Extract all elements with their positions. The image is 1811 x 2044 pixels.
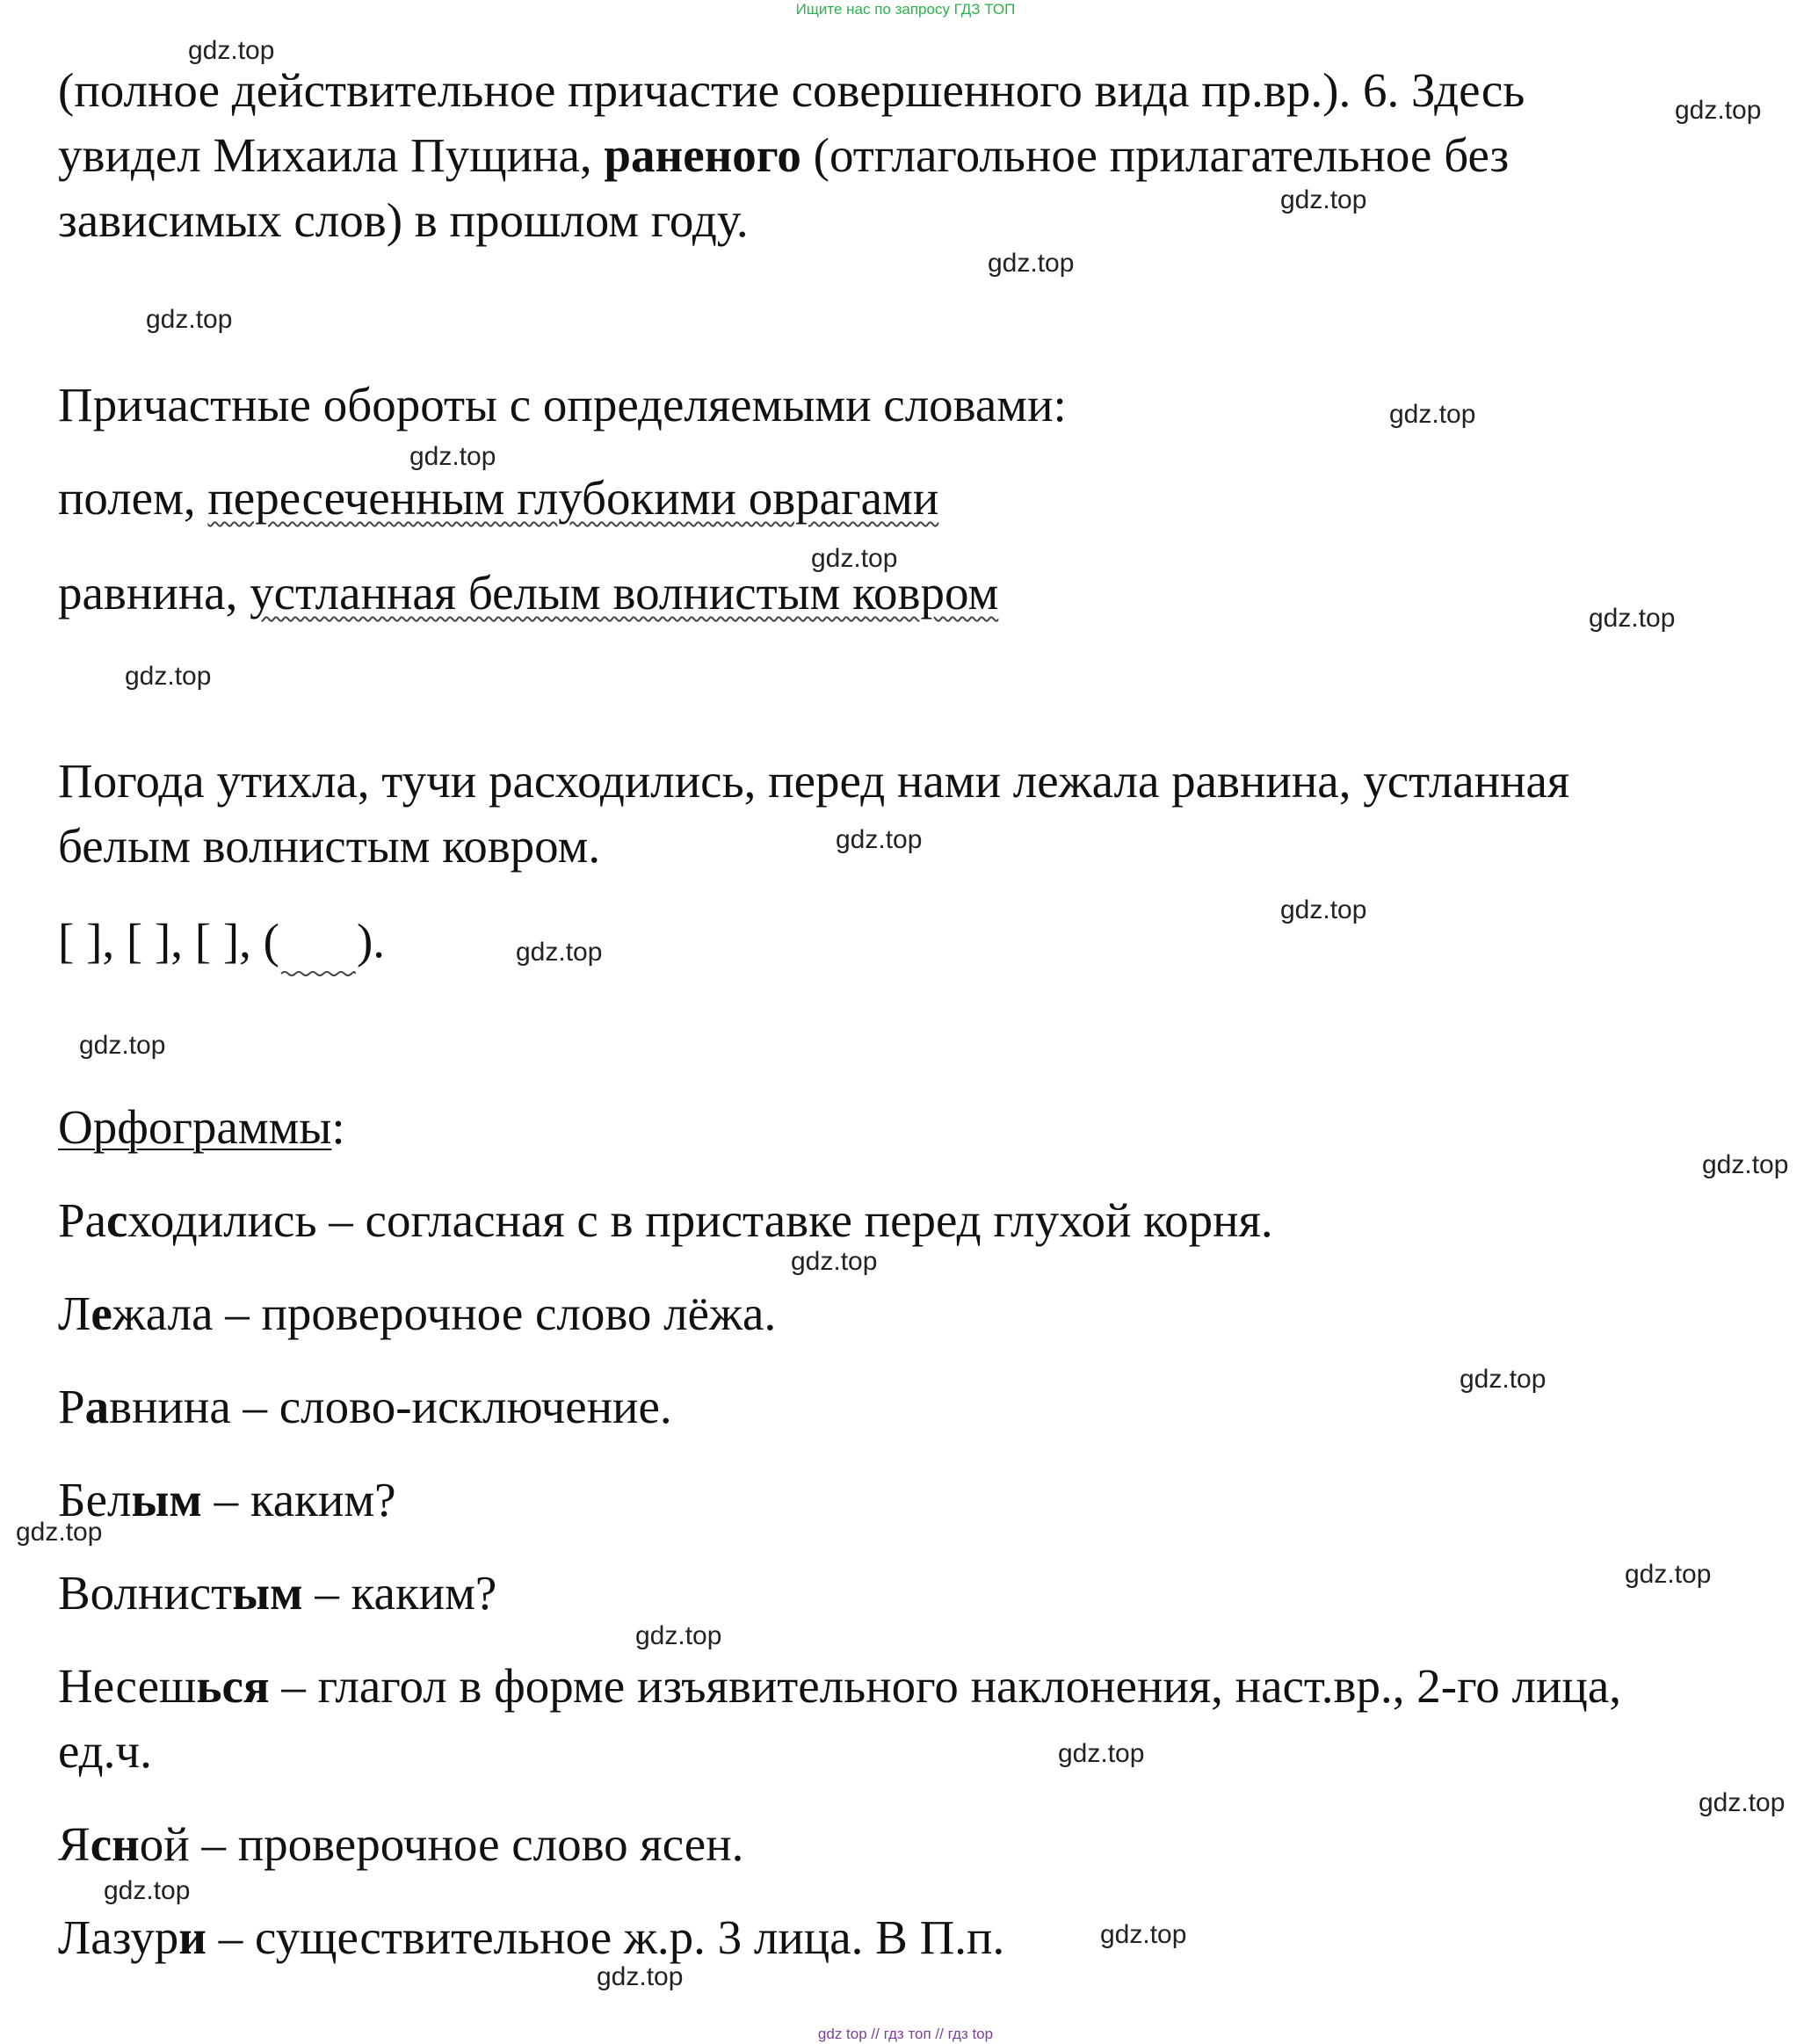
watermark: gdz.top xyxy=(635,1621,722,1650)
orthogram-item xyxy=(58,1281,776,1346)
text-segment: (отглагольное прилагательное без xyxy=(800,128,1510,182)
watermark: gdz.top xyxy=(125,662,212,691)
orthogram-item-continuation: ед.ч. xyxy=(58,1724,152,1778)
item-letter: ым xyxy=(131,1473,202,1526)
watermark: gdz.top xyxy=(104,1876,191,1905)
watermark: gdz.top xyxy=(409,442,496,471)
top-banner: Ищите нас по запросу ГДЗ ТОП xyxy=(795,1,1016,18)
item-text: Ра xyxy=(58,1193,106,1247)
watermark: gdz.top xyxy=(146,305,233,334)
wavy-underline-mark xyxy=(279,932,357,959)
scheme-close: ). xyxy=(356,914,386,968)
participial-phrase: устланная белым волнистым ковром xyxy=(250,566,999,620)
item-text: – глагол в форме изъявительного наклонения, наст.вр., 2-го лица, xyxy=(269,1659,1621,1713)
item-letter: а xyxy=(84,1380,110,1433)
watermark: gdz.top xyxy=(1589,604,1676,633)
watermark: gdz.top xyxy=(79,1031,166,1060)
sentence-line: Погода утихла, тучи расходились, перед нами лежала равнина, устланная xyxy=(58,754,1570,808)
item-letter: ься xyxy=(196,1659,270,1713)
item-text: Л xyxy=(58,1287,91,1340)
watermark: gdz.top xyxy=(516,938,603,967)
orthogram-item xyxy=(58,1812,743,1877)
item-text: – каким? xyxy=(302,1566,497,1620)
paragraph-line: зависимых слов) в прошлом году. xyxy=(58,193,749,247)
orthogram-item xyxy=(58,1468,396,1533)
item-letter: е xyxy=(91,1287,112,1340)
item-letter: и xyxy=(178,1910,206,1964)
watermark: gdz.top xyxy=(1100,1920,1187,1949)
item-text: Р xyxy=(58,1380,85,1433)
item-text: жала – проверочное слово лёжа. xyxy=(112,1287,777,1340)
watermark: gdz.top xyxy=(16,1518,103,1547)
orthogram-item xyxy=(58,1374,672,1439)
watermark: gdz.top xyxy=(836,825,923,854)
item-letter: с xyxy=(106,1193,128,1247)
participial-row xyxy=(58,466,938,531)
item-text: Волнист xyxy=(58,1566,233,1620)
item-text: Бел xyxy=(58,1473,132,1526)
watermark: gdz.top xyxy=(791,1247,878,1276)
watermark: gdz.top xyxy=(1625,1560,1712,1589)
item-text: Лазур xyxy=(58,1910,179,1964)
text-segment: увидел Михаила Пущина, xyxy=(58,128,605,182)
item-text: Я xyxy=(58,1817,91,1871)
participial-phrase: пересеченным глубокими оврагами xyxy=(207,471,939,525)
orthogram-item xyxy=(58,1561,496,1626)
orthogram-item xyxy=(58,1654,1621,1719)
watermark: gdz.top xyxy=(1058,1739,1145,1768)
item-text: ой – проверочное слово ясен. xyxy=(139,1817,744,1871)
watermark: gdz.top xyxy=(1389,400,1476,429)
orthograms-title: Орфограммы xyxy=(58,1100,332,1154)
item-text: Несеш xyxy=(58,1659,197,1713)
watermark: gdz.top xyxy=(597,1962,684,1991)
item-text: ходились – согласная с в приставке перед глухой корня. xyxy=(127,1193,1273,1247)
item-letter: ым xyxy=(232,1566,303,1620)
watermark: gdz.top xyxy=(811,544,898,573)
orthograms-heading xyxy=(58,1095,345,1160)
section-heading: Причастные обороты с определяемыми словами: xyxy=(58,378,1067,431)
paragraph-line: (полное действительное причастие совершенного вида пр.вр.). 6. Здесь xyxy=(58,63,1525,117)
watermark: gdz.top xyxy=(1280,895,1367,924)
bold-word: раненого xyxy=(604,128,801,182)
watermark: gdz.top xyxy=(188,36,275,65)
defined-word: равнина, xyxy=(58,566,250,620)
orthogram-item xyxy=(58,1188,1273,1253)
item-text: – существительное ж.р. 3 лица. В П.п. xyxy=(206,1910,1005,1964)
heading-colon: : xyxy=(331,1100,345,1154)
scheme-brackets: [ ], [ ], [ ], ( xyxy=(58,914,279,968)
watermark: gdz.top xyxy=(988,249,1075,278)
watermark: gdz.top xyxy=(1460,1365,1547,1394)
orthogram-item xyxy=(58,1905,1004,1970)
item-text: внина – слово-исключение. xyxy=(109,1380,672,1433)
watermark: gdz.top xyxy=(1702,1150,1789,1179)
sentence-scheme xyxy=(58,909,385,974)
bottom-banner: gdz top // гдз топ // гдз top xyxy=(817,2026,994,2042)
sentence-line: белым волнистым ковром. xyxy=(58,819,601,873)
item-letter: сн xyxy=(90,1817,140,1871)
paragraph-line xyxy=(58,123,1509,188)
watermark: gdz.top xyxy=(1280,185,1367,214)
item-text: – каким? xyxy=(201,1473,396,1526)
watermark: gdz.top xyxy=(1699,1788,1786,1817)
defined-word: полем, xyxy=(58,471,208,525)
watermark: gdz.top xyxy=(1675,96,1762,125)
